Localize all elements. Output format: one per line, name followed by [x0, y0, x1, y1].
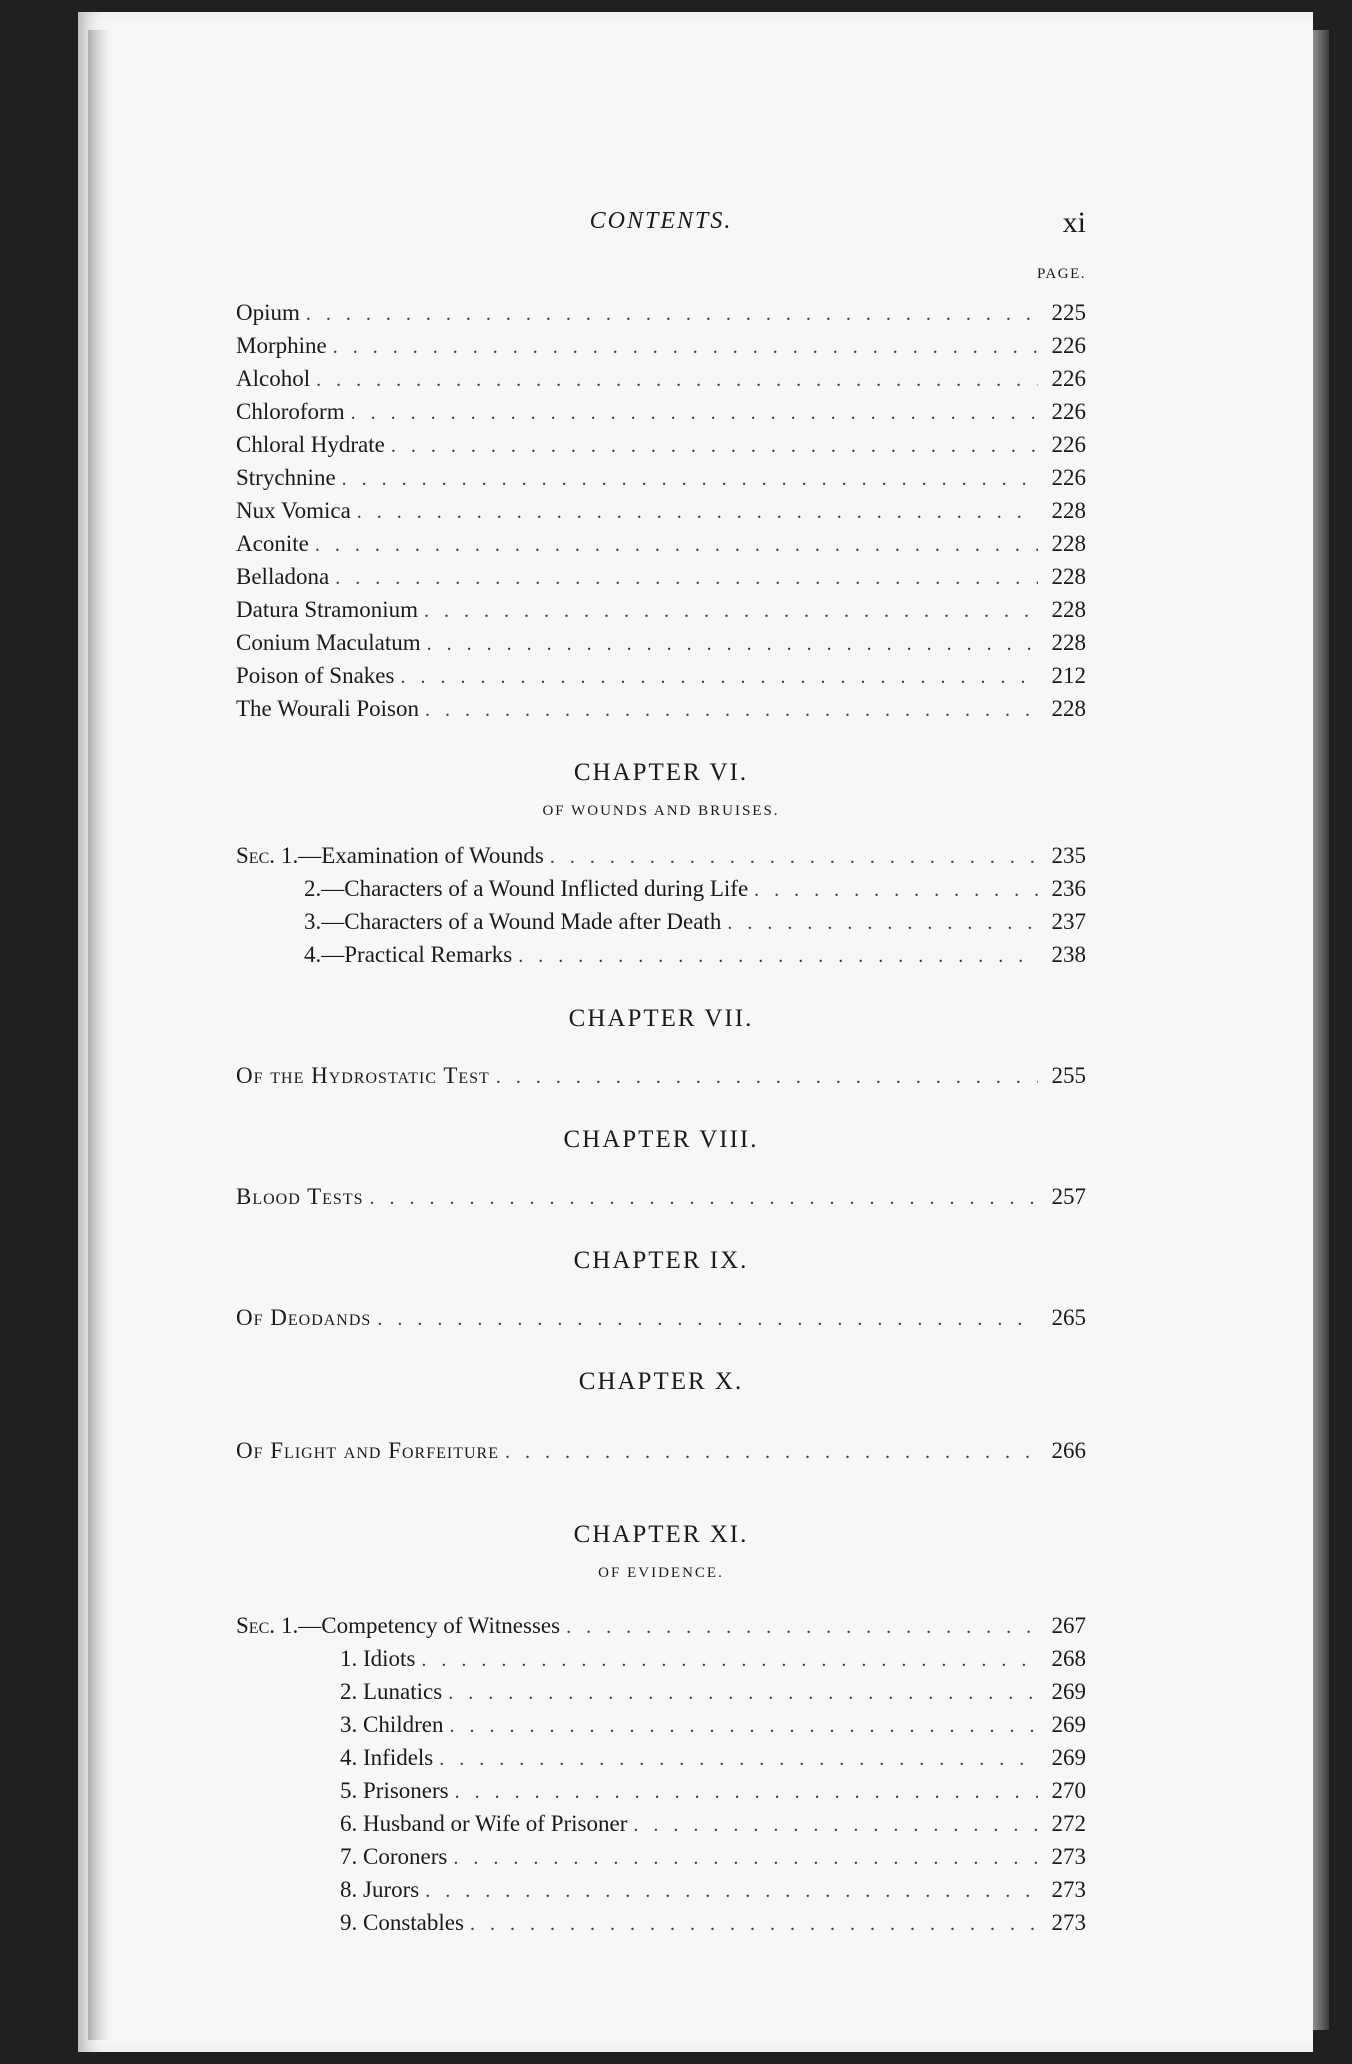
- entry-page: 235: [1051, 843, 1086, 868]
- sec-label: Sec.: [236, 1613, 275, 1638]
- dot-leader: [391, 430, 1038, 463]
- dot-leader: [315, 529, 1038, 562]
- entry-page: 226: [1051, 432, 1086, 457]
- entry-label: 3.—Characters of a Wound Made after Death: [304, 909, 722, 934]
- entry-label: 5. Prisoners: [340, 1778, 449, 1803]
- chapter-subheading: OF WOUNDS AND BRUISES.: [542, 803, 780, 819]
- entry-page: 228: [1051, 498, 1086, 523]
- entry-label: 2. Lunatics: [340, 1679, 443, 1704]
- toc-entry: [236, 1301, 1086, 1334]
- dot-leader: [425, 1875, 1038, 1908]
- entry-page: 273: [1051, 1877, 1086, 1902]
- chapter-heading: CHAPTER XI.: [573, 1521, 749, 1548]
- entry-page: 228: [1051, 531, 1086, 556]
- dot-leader: [496, 1061, 1038, 1094]
- toc-entry: [236, 428, 1086, 461]
- toc-entry: [236, 659, 1086, 692]
- toc-entry: [236, 527, 1086, 560]
- toc-entry: [236, 1434, 1086, 1467]
- entry-label: 1. Idiots: [340, 1646, 416, 1671]
- dot-leader: [424, 595, 1038, 628]
- toc-entry: [236, 938, 1086, 971]
- entry-label: Morphine: [236, 333, 327, 358]
- toc-entry: [236, 1059, 1086, 1092]
- entry-label: Opium: [236, 300, 300, 325]
- chapter-subheading: OF EVIDENCE.: [598, 1565, 724, 1581]
- entry-label: Alcohol: [236, 366, 311, 391]
- dot-leader: [470, 1908, 1038, 1941]
- toc-entry: [236, 1906, 1086, 1939]
- dot-leader: [316, 364, 1038, 397]
- page-binding-shadow: [88, 30, 110, 2040]
- entry-label: 8. Jurors: [340, 1877, 420, 1902]
- entry-page: 225: [1051, 300, 1086, 325]
- dot-leader: [306, 298, 1038, 331]
- chapter-heading: CHAPTER IX.: [573, 1247, 749, 1274]
- toc-entry: [236, 1609, 1086, 1642]
- dot-leader: [448, 1677, 1038, 1710]
- folio-number: xi: [1062, 206, 1086, 239]
- entry-label: Datura Stramonium: [236, 597, 419, 622]
- toc-entry: [236, 1840, 1086, 1873]
- entry-page: 228: [1051, 597, 1086, 622]
- entry-page: 236: [1051, 876, 1086, 901]
- toc-entry: [236, 1180, 1086, 1213]
- entry-page: 268: [1051, 1646, 1086, 1671]
- entry-page: 226: [1051, 333, 1086, 358]
- dot-leader: [342, 463, 1038, 496]
- entry-page: 226: [1051, 399, 1086, 424]
- toc-entry: [236, 593, 1086, 626]
- entry-page: 266: [1051, 1438, 1086, 1463]
- entry-page: 228: [1051, 564, 1086, 589]
- page-column-label: PAGE.: [1036, 266, 1086, 282]
- dot-leader: [633, 1809, 1038, 1842]
- entry-page: 212: [1051, 663, 1086, 688]
- toc-entry: [236, 560, 1086, 593]
- toc-entry: [236, 626, 1086, 659]
- toc-entry: [236, 1675, 1086, 1708]
- entry-page: 273: [1051, 1844, 1086, 1869]
- entry-page: 257: [1051, 1184, 1086, 1209]
- toc-entry: [236, 839, 1086, 872]
- running-title: CONTENTS.: [589, 208, 733, 234]
- entry-label: Of Flight and Forfeiture: [236, 1438, 499, 1463]
- dot-leader: [377, 1303, 1038, 1336]
- entry-page: 269: [1051, 1712, 1086, 1737]
- entry-label: 4. Infidels: [340, 1745, 434, 1770]
- poisons-list: [236, 296, 1086, 725]
- entry-page: 265: [1051, 1305, 1086, 1330]
- toc-entry: [236, 872, 1086, 905]
- entry-label: The Wourali Poison: [236, 696, 419, 721]
- toc-entry: [236, 1873, 1086, 1906]
- entry-label: Of the Hydrostatic Test: [236, 1063, 490, 1088]
- dot-leader: [450, 1710, 1039, 1743]
- dot-leader: [335, 562, 1038, 595]
- dot-leader: [370, 1182, 1038, 1215]
- entry-page: 269: [1051, 1679, 1086, 1704]
- entry-page: 238: [1051, 942, 1086, 967]
- entry-label: Chloroform: [236, 399, 345, 424]
- entry-label: Strychnine: [236, 465, 336, 490]
- dot-leader: [453, 1842, 1038, 1875]
- entry-label: Of Deodands: [236, 1305, 372, 1330]
- dot-leader: [357, 496, 1038, 529]
- entry-label: 1.—Competency of Witnesses: [281, 1613, 561, 1638]
- toc-entry: [236, 329, 1086, 362]
- dot-leader: [518, 940, 1038, 973]
- entry-label: Aconite: [236, 531, 309, 556]
- chapter-heading: CHAPTER X.: [578, 1368, 744, 1395]
- entry-label: 2.—Characters of a Wound Inflicted during Life: [304, 876, 749, 901]
- dot-leader: [439, 1743, 1038, 1776]
- toc-entry: [236, 1642, 1086, 1675]
- entry-page: 255: [1051, 1063, 1086, 1088]
- dot-leader: [550, 841, 1038, 874]
- entry-label: Blood Tests: [236, 1184, 364, 1209]
- entry-label: Poison of Snakes: [236, 663, 395, 688]
- toc-entry: [236, 494, 1086, 527]
- running-header: [236, 206, 1086, 242]
- toc-entry: [236, 395, 1086, 428]
- chapter-heading: CHAPTER VII.: [568, 1005, 754, 1032]
- toc-entry: [236, 296, 1086, 329]
- dot-leader: [351, 397, 1038, 430]
- dot-leader: [754, 874, 1038, 907]
- entry-page: 273: [1051, 1910, 1086, 1935]
- toc-entry: [236, 1741, 1086, 1774]
- entry-label: Chloral Hydrate: [236, 432, 385, 457]
- toc-entry: [236, 461, 1086, 494]
- dot-leader: [421, 1644, 1038, 1677]
- dot-leader: [505, 1436, 1038, 1469]
- toc-entry: [236, 692, 1086, 725]
- entry-label: 3. Children: [340, 1712, 444, 1737]
- entry-page: 226: [1051, 465, 1086, 490]
- entry-page: 237: [1051, 909, 1086, 934]
- toc-entry: [236, 1708, 1086, 1741]
- entry-label: 7. Coroners: [340, 1844, 448, 1869]
- entry-page: 272: [1051, 1811, 1086, 1836]
- entry-label: Belladona: [236, 564, 330, 589]
- toc-entry: [236, 905, 1086, 938]
- entry-label: 4.—Practical Remarks: [304, 942, 513, 967]
- dot-leader: [455, 1776, 1038, 1809]
- dot-leader: [566, 1611, 1038, 1644]
- entry-page: 228: [1051, 696, 1086, 721]
- toc-entry: [236, 1774, 1086, 1807]
- entry-label: 6. Husband or Wife of Prisoner: [340, 1811, 628, 1836]
- entry-label: Nux Vomica: [236, 498, 351, 523]
- page-edge: [1313, 30, 1329, 2030]
- table-of-contents: [236, 266, 1086, 1939]
- toc-entry: [236, 1807, 1086, 1840]
- entry-label: 1.—Examination of Wounds: [281, 843, 544, 868]
- dot-leader: [727, 907, 1038, 940]
- dot-leader: [400, 661, 1038, 694]
- entry-page: 226: [1051, 366, 1086, 391]
- chapter-heading: CHAPTER VI.: [573, 759, 749, 786]
- entry-page: 267: [1051, 1613, 1086, 1638]
- dot-leader: [427, 628, 1038, 661]
- dot-leader: [333, 331, 1038, 364]
- entry-label: Conium Maculatum: [236, 630, 421, 655]
- entry-page: 228: [1051, 630, 1086, 655]
- entry-page: 270: [1051, 1778, 1086, 1803]
- entry-label: 9. Constables: [340, 1910, 464, 1935]
- entry-page: 269: [1051, 1745, 1086, 1770]
- toc-entry: [236, 362, 1086, 395]
- dot-leader: [425, 694, 1038, 727]
- sec-label: Sec.: [236, 843, 275, 868]
- chapter-heading: CHAPTER VIII.: [563, 1126, 759, 1153]
